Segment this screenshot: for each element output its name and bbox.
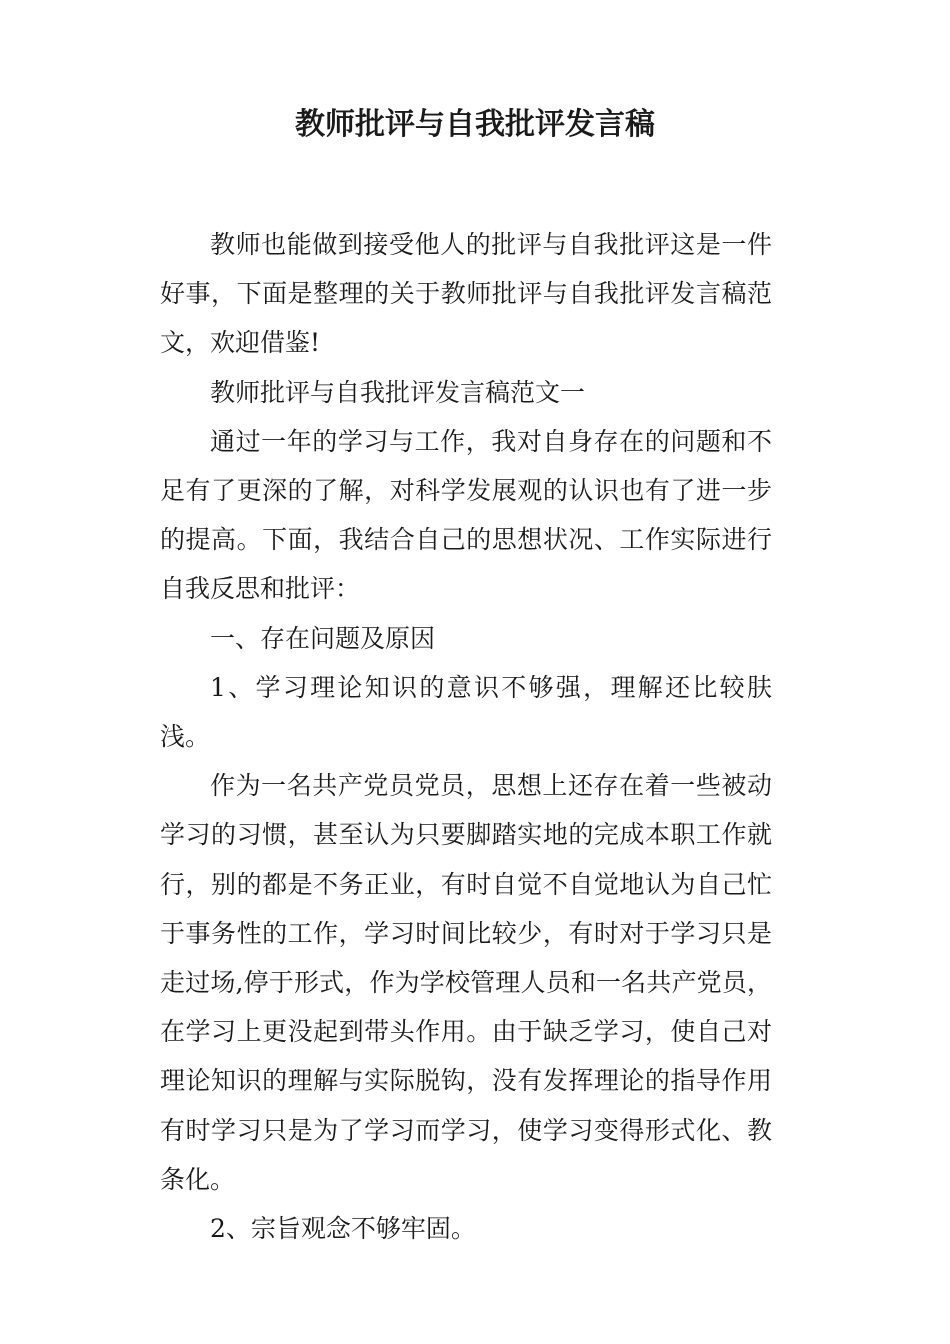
paragraph-item-2-heading: 2、宗旨观念不够牢固。 [210, 1214, 476, 1244]
paragraph-problems-heading: 一、存在问题及原因 [210, 623, 436, 653]
document-title: 教师批评与自我批评发言稿 [295, 107, 655, 142]
paragraph-section-heading: 教师批评与自我批评发言稿范文一 [210, 377, 586, 407]
paragraph-opening: 通过一年的学习与工作，我对自身存在的问题和不足有了更深的了解，对科学发展观的认识也有了进一步的提高。下面，我结合自己的思想状况、工作实际进行自我反思和批评： [160, 426, 772, 604]
paragraph-item-1-body: 作为一名共产党员党员，思想上还存在着一些被动学习的习惯，甚至认为只要脚踏实地的完成本职工作就行，别的都是不务正业，有时自觉不自觉地认为自己忙于事务性的工作，学习时间比较少，有时对于学习只是走过场,停于形式，作为学校管理人员和一名共产党员，在学习上更没起到带头作用。由于缺乏学习，使自己对理论知识的理解与实际脱钩，没有发挥理论的指导作用有时学习只是为了学习而学习，使学习变得形式化、教条化。 [160, 771, 772, 1194]
paragraph-intro: 教师也能做到接受他人的批评与自我批评这是一件好事，下面是整理的关于教师批评与自我批评发言稿范文，欢迎借鉴! [160, 230, 772, 358]
document-body [160, 220, 772, 1253]
paragraph-item-1-heading: 1、学习理论知识的意识不够强，理解还比较肤浅。 [160, 672, 772, 752]
